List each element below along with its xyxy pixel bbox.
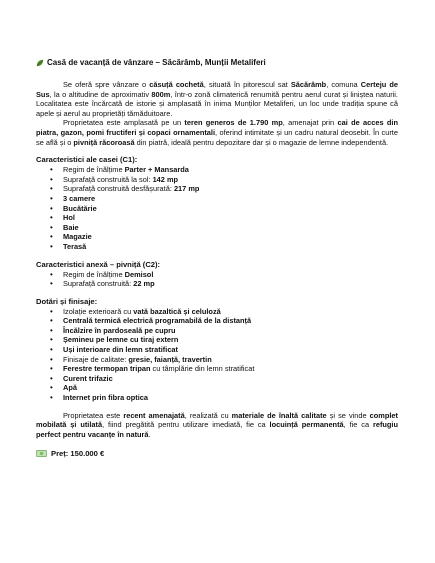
list-item	[63, 393, 398, 403]
house-list	[36, 165, 398, 251]
list-item-text: 3 camere	[63, 193, 96, 203]
list-item-text: Curent trifazic	[63, 373, 113, 383]
list-item-text: cu tâmplărie din lemn stratificat	[150, 364, 255, 374]
text-run: locuință permanentă	[269, 420, 344, 430]
list-item-text: Parter + Mansarda	[124, 165, 189, 175]
list-item-text: Ferestre termopan tripan	[63, 364, 151, 374]
text-run: recent amenajată	[123, 410, 185, 420]
list-item	[63, 279, 398, 289]
text-run: , comuna	[326, 80, 361, 89]
list-item-text: Centrală termică electrică programabilă de la distanță	[63, 316, 252, 326]
list-item	[63, 175, 398, 185]
list-item-text: Izolație exterioară cu	[63, 306, 134, 316]
list-item-text: Hol	[63, 213, 75, 223]
list-item	[63, 213, 398, 223]
list-item	[63, 316, 398, 326]
list-item-text: vată bazaltică și celuloză	[133, 306, 221, 316]
list-item-text: gresie, faianță, travertin	[128, 354, 212, 364]
text-run: din piatră, ideală pentru depozitare dar și o magazie de lemne independentă.	[134, 137, 389, 147]
list-item-text: Apă	[63, 383, 77, 393]
list-item-text: Suprafață construită la sol:	[63, 174, 153, 184]
list-item	[63, 165, 398, 175]
list-item	[63, 326, 398, 336]
list-item	[63, 364, 398, 374]
list-item-text: Suprafață construită desfășurată:	[63, 184, 174, 194]
list-item	[63, 374, 398, 384]
list-item	[63, 232, 398, 242]
list-item	[63, 383, 398, 393]
list-item-text: Baie	[63, 222, 79, 232]
text-run: cai de acces din piatra, gazon, pomi fructiferi și copaci ornamentali	[36, 118, 398, 137]
list-item-text: 142 mp	[152, 174, 179, 184]
text-run: teren generos de 1.790 mp	[184, 118, 283, 128]
list-item	[63, 242, 398, 252]
text-run: refugiu perfect pentru vacanțe în natură	[36, 420, 398, 439]
finishes-list	[36, 307, 398, 403]
text-run: pivniță răcoroasă	[73, 137, 135, 147]
list-item-text: Suprafață construită:	[63, 279, 134, 289]
price-text: Preț: 150.000 €	[51, 449, 105, 459]
text-run: Proprietatea este	[63, 410, 124, 420]
text-run: , situată în pitorescul sat	[203, 80, 291, 89]
text-run: , într-o zonă climaterică renumită pentru aerul curat și liniștea naturii. Localitatea este încărcată de istorie și amplasată în inima Munților Metaliferi, un loc unde tradiția spune că apele și aerul au proprietăți tămăduitoare.	[36, 89, 398, 118]
text-run: , oferind intimitate și un cadru natural deosebit. În curte se află și o	[36, 127, 398, 147]
text-run: căsuță cochetă	[149, 80, 204, 89]
list-item	[63, 184, 398, 194]
text-run: , fiind pregătită pentru utilizare imediată, fie ca	[102, 420, 270, 430]
list-item-text: Bucătărie	[63, 203, 97, 213]
text-run: 800m	[151, 89, 171, 99]
banknote-icon	[36, 450, 47, 457]
text-run: .	[148, 429, 151, 439]
closing-paragraph	[36, 411, 398, 440]
intro-paragraph-1	[36, 80, 398, 118]
finishes-heading: Dotări și finisaje:	[36, 296, 98, 306]
document-page	[36, 58, 398, 458]
list-item-text: Demisol	[124, 269, 154, 279]
text-run: , amenajat prin	[282, 118, 338, 128]
list-item-text: Regim de înălțime	[63, 269, 125, 279]
annex-list	[36, 270, 398, 289]
text-run: Se oferă spre vânzare o	[63, 80, 150, 89]
text-run: Săcărâmb	[290, 80, 327, 89]
list-item	[63, 307, 398, 317]
list-item	[63, 270, 398, 280]
list-item	[63, 335, 398, 345]
list-item-text: Magazie	[63, 232, 92, 242]
list-item-text: Șemineu pe lemne cu tiraj extern	[63, 335, 179, 345]
document-title: Casă de vacanță de vânzare – Săcărâmb, Munții Metaliferi	[47, 58, 266, 67]
text-run: Proprietatea este amplasată pe un	[63, 118, 185, 128]
list-item-text: Finisaje de calitate:	[63, 354, 129, 364]
price-row	[36, 449, 398, 458]
text-run: , la o altitudine de aproximativ	[49, 89, 152, 99]
text-run: complet mobilată și utilată	[36, 410, 398, 430]
text-run: materiale de înaltă calitate	[231, 410, 327, 420]
list-item	[63, 345, 398, 355]
text-run: , fie ca	[343, 420, 373, 430]
list-item-text: Încălzire în pardoseală pe cupru	[63, 325, 176, 335]
list-item	[63, 355, 398, 365]
list-item-text: 22 mp	[133, 279, 155, 289]
list-item-text: Uși interioare din lemn stratificat	[63, 345, 178, 355]
text-run: Certeju de Sus	[36, 80, 399, 99]
text-run: , realizată cu	[184, 410, 232, 420]
list-item-text: Internet prin fibra optica	[63, 393, 148, 403]
annex-heading: Caracteristici anexă – pivniță (C2):	[36, 259, 161, 269]
list-item	[63, 194, 398, 204]
list-item-text: 217 mp	[173, 184, 200, 194]
leaf-icon	[36, 59, 44, 67]
list-item-text: Regim de înălțime	[63, 165, 125, 175]
list-item	[63, 223, 398, 233]
list-item	[63, 204, 398, 214]
text-run: și se vinde	[326, 410, 370, 420]
document-title-row	[36, 58, 398, 67]
intro-paragraph-2	[36, 118, 398, 147]
house-heading: Caracteristici ale casei (C1):	[36, 155, 138, 165]
list-item-text: Terasă	[63, 241, 87, 251]
